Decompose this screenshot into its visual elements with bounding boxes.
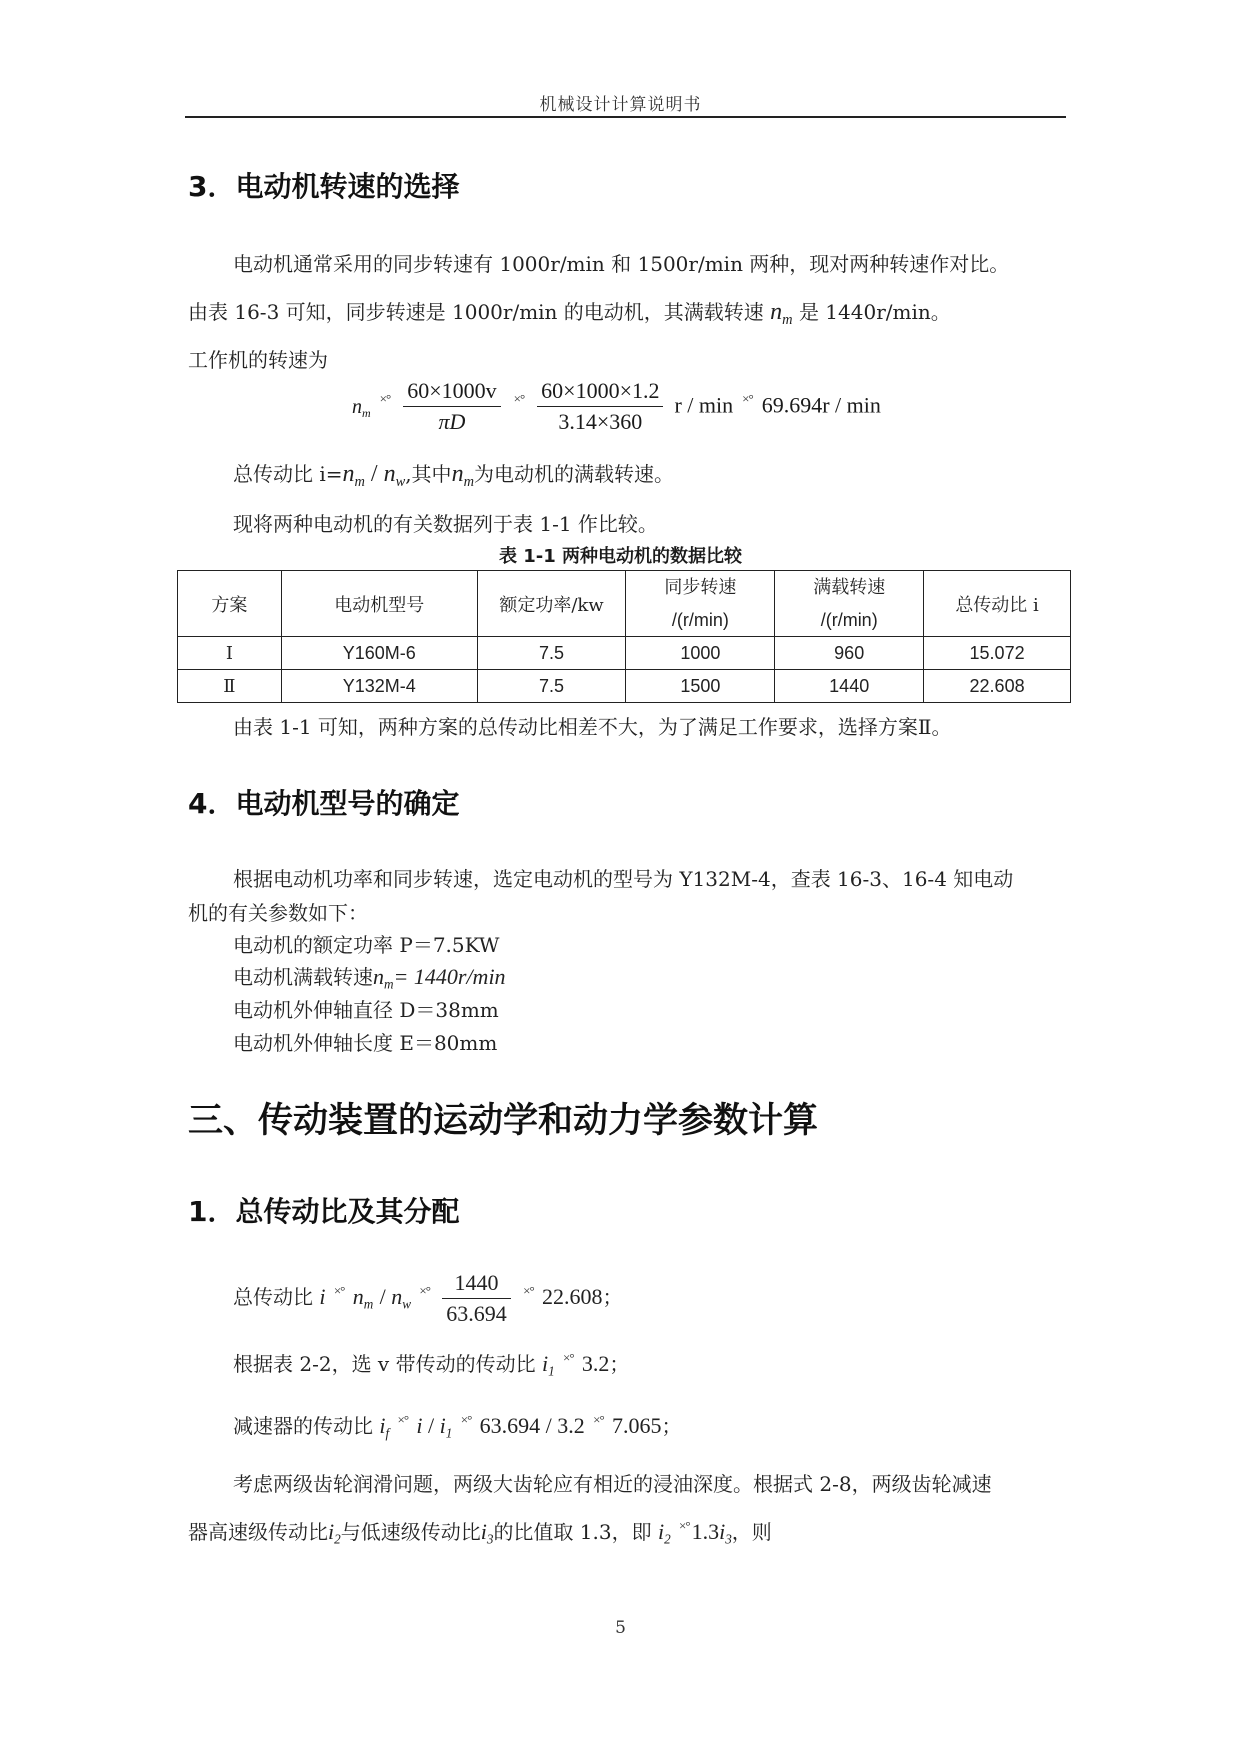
part-3-heading: 三、传动装置的运动学和动力学参数计算 xyxy=(188,1101,819,1141)
table-caption: 表 1-1 两种电动机的数据比较 xyxy=(498,546,743,567)
reducer-ratio-label: 减速器的传动比 xyxy=(233,1414,373,1438)
i3-symbol: $i_3$ xyxy=(719,1519,732,1547)
equals-glyph: ×° xyxy=(419,1282,430,1298)
nw-symbol: $n_w$ xyxy=(383,461,406,491)
section-1-heading: 1．总传动比及其分配 xyxy=(188,1195,460,1228)
fraction-2-denominator: 3.14×360 xyxy=(558,409,643,434)
sec3-p4-text-b: ,其中 xyxy=(405,462,452,486)
sec3-paragraph-1: 电动机通常采用的同步转速有 1000r/min 和 1500r/min 两种，现对两种转速作对比。 xyxy=(233,252,1010,276)
full-load-speed-line xyxy=(233,961,506,993)
sec1-paragraph-last-cont xyxy=(188,1516,772,1548)
table-header-cell: 总传动比 i xyxy=(924,571,1071,637)
fraction-1-numerator: 60×1000v xyxy=(403,378,500,407)
table-cell: 22.608 xyxy=(924,670,1071,703)
p-last-text-b: 与低速级传动比 xyxy=(340,1520,481,1544)
formula-work-speed xyxy=(352,378,881,435)
sec4-paragraph-1: 根据电动机功率和同步转速，选定电动机的型号为 Y132M-4，查表 16-3、16-4 知电动 xyxy=(233,867,1014,891)
header-line-2: /(r/min) xyxy=(671,609,729,630)
equals-glyph: ×° xyxy=(460,1411,472,1427)
table-header-cell: 电动机型号 xyxy=(281,571,477,637)
fraction-1-denominator: πD xyxy=(438,409,466,434)
fraction-2 xyxy=(537,378,663,435)
sec3-p4-text-c: 为电动机的满载转速。 xyxy=(473,462,674,486)
formula-unit: r / min xyxy=(674,392,734,418)
nm-symbol: $n_m$ xyxy=(342,461,365,491)
header-line-1: 同步转速 xyxy=(664,576,737,598)
table-row xyxy=(178,637,1071,670)
table-cell: Ⅰ xyxy=(178,637,282,670)
equals-glyph: ×° xyxy=(593,1411,604,1427)
sec3-paragraph-3: 工作机的转速为 xyxy=(188,348,328,372)
equals-glyph: ×° xyxy=(523,1282,534,1298)
equals-glyph: ×° xyxy=(742,391,753,407)
table-cell: 960 xyxy=(775,637,924,670)
nm-symbol: $n_m$ xyxy=(451,461,474,491)
section-3-heading: 3．电动机转速的选择 xyxy=(188,170,460,203)
fraction-3-numerator: 1440 xyxy=(442,1270,511,1299)
sec3-paragraph-2 xyxy=(188,296,951,329)
reducer-ratio-mid: 63.694 / 3.2 xyxy=(479,1413,585,1438)
total-ratio-label: 总传动比 xyxy=(233,1285,313,1309)
sec3-paragraph-4: 总传动比 $i=n_m / n_w$,其中$n_m$为电动机的满载转速。 xyxy=(233,461,674,491)
v-belt-ratio-value: 3.2 xyxy=(581,1351,610,1376)
i2-symbol: $i_2$ xyxy=(657,1519,671,1547)
shaft-diameter-line: 电动机外伸轴直径 D＝38mm xyxy=(233,998,499,1022)
section-4-heading: 4．电动机型号的确定 xyxy=(188,787,460,820)
full-load-speed-label: 电动机满载转速 xyxy=(233,965,373,989)
p-last-text-d: ，则 xyxy=(731,1520,772,1544)
nm-symbol: $n_m$ xyxy=(352,395,371,420)
page-header: 机械设计计算说明书 xyxy=(539,95,702,115)
equals-glyph: ×° xyxy=(333,1282,345,1298)
equals-glyph: ×° xyxy=(513,391,525,407)
table-cell: 1440 xyxy=(775,670,924,703)
i1-symbol: $i_1$ xyxy=(439,1413,453,1441)
shaft-length-line: 电动机外伸轴长度 E＝80mm xyxy=(233,1031,498,1055)
fraction-2-numerator: 60×1000×1.2 xyxy=(537,378,663,407)
reducer-ratio-line: 减速器的传动比 $i_f$ ×° i / $i_1$ ×° 63.694 / 3.2 ×° 7.065； xyxy=(233,1411,682,1441)
table-header-cell xyxy=(626,571,775,637)
header-rule xyxy=(185,116,1066,118)
reducer-ratio-value: 7.065 xyxy=(612,1413,662,1438)
p-last-text-a: 器高速级传动比 xyxy=(188,1520,328,1544)
page-number: 5 xyxy=(615,1618,626,1638)
equals-glyph: ×° xyxy=(397,1411,409,1427)
equals-glyph: ×° xyxy=(679,1517,690,1533)
full-load-speed-value: = 1440r/min xyxy=(393,964,506,989)
table-cell: 1000 xyxy=(626,637,775,670)
sec1-paragraph-last: 考虑两级齿轮润滑问题，两级大齿轮应有相近的浸油深度。根据式 2-8，两级齿轮减速 xyxy=(233,1472,992,1496)
i3-symbol: $i_3$ xyxy=(480,1519,494,1547)
fraction-3 xyxy=(442,1270,511,1327)
fraction-3-denominator: 63.694 xyxy=(446,1301,507,1326)
ratio-value: 1.3 xyxy=(691,1519,720,1544)
nm-symbol: $n_m$ xyxy=(352,1284,374,1312)
formula-result: 69.694r / min xyxy=(761,392,881,418)
v-belt-ratio-line: 根据表 2-2，选 v 带传动的传动比 $i_1$ ×° 3.2； xyxy=(233,1349,630,1379)
sec3-p2-text-a: 由表 16-3 可知，同步转速是 1000r/min 的电动机，其满载转速 xyxy=(188,300,764,324)
motor-comparison-table xyxy=(177,570,1071,703)
i-symbol: i xyxy=(319,1284,326,1309)
table-cell: 1500 xyxy=(626,670,775,703)
table-header-cell: 额定功率/kw xyxy=(477,571,626,637)
table-header-cell xyxy=(775,571,924,637)
table-cell: Ⅱ xyxy=(178,670,282,703)
nm-symbol: $n_m$ xyxy=(373,964,394,992)
v-belt-ratio-label: 根据表 2-2，选 v 带传动的传动比 xyxy=(233,1352,536,1376)
i1-symbol: $i_1$ xyxy=(541,1351,555,1379)
i2-symbol: $i_2$ xyxy=(328,1519,341,1547)
table-header-row xyxy=(178,571,1071,637)
nw-symbol: $n_w$ xyxy=(391,1284,412,1312)
table-row xyxy=(178,670,1071,703)
table-cell: 7.5 xyxy=(477,670,626,703)
sec4-paragraph-1-cont: 机的有关参数如下： xyxy=(188,901,368,925)
header-line-2: /(r/min) xyxy=(820,609,878,630)
table-cell: Y132M-4 xyxy=(281,670,477,703)
p-last-text-c: 的比值取 1.3，即 xyxy=(493,1520,652,1544)
table-cell: 15.072 xyxy=(924,637,1071,670)
header-line-1: 满载转速 xyxy=(813,576,886,598)
table-cell: 7.5 xyxy=(477,637,626,670)
equals-glyph: ×° xyxy=(379,391,391,407)
total-ratio-formula: 总传动比 i ×° $n_m / n_w$ ×° $\frac{1440}{63.694}$ ×° 22.608； xyxy=(233,1270,623,1326)
table-cell: Y160M-6 xyxy=(281,637,477,670)
after-table-paragraph: 由表 1-1 可知，两种方案的总传动比相差不大，为了满足工作要求，选择方案Ⅱ。 xyxy=(233,715,952,739)
sec3-p4-text-a: 总传动比 i= xyxy=(233,462,343,486)
total-ratio-result: 22.608 xyxy=(542,1284,603,1309)
fraction-1 xyxy=(403,378,500,435)
rated-power-line: 电动机的额定功率 P＝7.5KW xyxy=(233,933,500,957)
sec3-p2-text-b: 是 1440r/min。 xyxy=(798,300,951,324)
if-symbol: $i_f$ xyxy=(379,1413,390,1441)
sec3-paragraph-5: 现将两种电动机的有关数据列于表 1-1 作比较。 xyxy=(233,512,658,536)
table-header-cell: 方案 xyxy=(178,571,282,637)
nm-symbol: $n_m$ xyxy=(770,299,793,329)
equals-glyph: ×° xyxy=(563,1349,574,1365)
i-symbol: i xyxy=(416,1413,423,1438)
